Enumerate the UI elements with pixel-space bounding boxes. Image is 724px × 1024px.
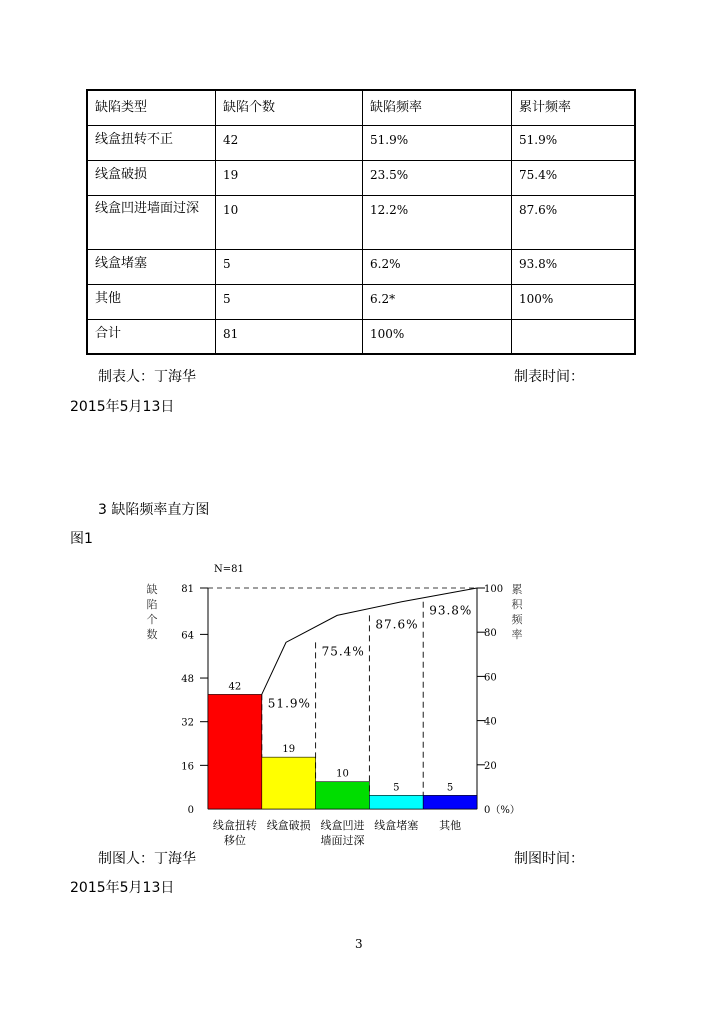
page-number: 3 [355, 937, 363, 951]
chart-date: 2015年5月13日 [70, 880, 175, 896]
category-label: 其他 [439, 819, 462, 832]
right-tick-label: 80 [484, 628, 497, 640]
left-tick-label: 64 [181, 630, 194, 642]
table-cell: 5 [216, 249, 363, 284]
header-cell: 缺陷频率 [363, 90, 512, 125]
bar-value-label: 19 [282, 744, 296, 756]
right-axis-label-char: 累 [511, 583, 523, 596]
cumulative-label: 93.8% [429, 603, 473, 618]
table-cell: 19 [216, 160, 363, 195]
right-tick-label: 20 [484, 760, 497, 772]
cumulative-label: 51.9% [267, 696, 311, 711]
right-tick-label: 100 [484, 584, 504, 595]
table-cell: 23.5% [363, 160, 512, 195]
bar-value-label: 5 [393, 782, 400, 794]
left-tick-label: 16 [181, 761, 194, 773]
table-row [87, 195, 635, 249]
header-cell: 缺陷个数 [216, 90, 363, 125]
table-row [87, 125, 635, 160]
right-tick-label: 60 [484, 672, 497, 684]
right-axis-label-char: 频 [511, 613, 523, 626]
category-label: 线盒堵塞 [374, 819, 419, 832]
table-cell: 6.2% [363, 249, 512, 284]
table-cell: 51.9% [363, 125, 512, 160]
table-row [87, 160, 635, 195]
right-tick-label: 0（%） [484, 805, 520, 816]
category-label: 墙面过深 [320, 834, 365, 847]
header-cell: 缺陷类型 [87, 90, 216, 125]
table-cell: 87.6% [512, 195, 636, 249]
category-label: 线盒破损 [266, 819, 311, 832]
bar-value-label: 5 [446, 782, 454, 794]
defect-table [86, 89, 636, 355]
bar [262, 757, 316, 809]
bar [208, 694, 262, 809]
table-time-label: 制表时间： [514, 369, 584, 385]
chart-maker: 制图人：丁海华 [98, 851, 196, 867]
table-cell: 100% [363, 319, 512, 354]
right-tick-label: 40 [484, 716, 497, 728]
cumulative-label: 75.4% [321, 644, 365, 659]
table-cell: 6.2* [363, 284, 512, 319]
table-cell: 线盒堵塞 [87, 249, 216, 284]
bar [316, 782, 370, 809]
table-cell: 75.4% [512, 160, 636, 195]
bar [423, 795, 477, 809]
table-row [87, 284, 635, 319]
category-label: 移位 [223, 834, 246, 847]
left-tick-label: 81 [181, 584, 194, 595]
table-date: 2015年5月13日 [70, 399, 175, 415]
table-cell: 51.9% [512, 125, 636, 160]
section-title: 3 缺陷频率直方图 [98, 502, 210, 518]
table-maker: 制表人：丁海华 [98, 369, 196, 385]
table-cell: 10 [216, 195, 363, 249]
table-cell: 线盒扭转不正 [87, 125, 216, 160]
n-label: N=81 [214, 564, 244, 575]
table-cell: 12.2% [363, 195, 512, 249]
table-cell [512, 319, 636, 354]
table-row [87, 249, 635, 284]
table-cell: 合计 [87, 319, 216, 354]
table-cell: 93.8% [512, 249, 636, 284]
pareto-chart [130, 558, 560, 853]
right-axis-label-char: 率 [511, 628, 523, 641]
cumulative-label: 87.6% [375, 617, 419, 632]
left-axis-label-char: 陷 [146, 598, 158, 611]
bar-value-label: 42 [228, 681, 242, 693]
left-tick-label: 48 [181, 674, 194, 686]
header-cell: 累计频率 [512, 90, 636, 125]
bar-value-label: 10 [336, 768, 349, 780]
table-cell: 线盒破损 [87, 160, 216, 195]
table-cell: 线盒凹进墙面过深 [87, 195, 216, 249]
table-row [87, 319, 635, 354]
table-cell: 81 [216, 319, 363, 354]
table-cell: 5 [216, 284, 363, 319]
left-axis-label-char: 缺 [146, 583, 158, 596]
category-label: 线盒扭转 [212, 819, 257, 832]
left-axis-label-char: 个 [146, 613, 158, 626]
chart-time-label: 制图时间： [514, 851, 584, 867]
table-header-row [87, 90, 635, 125]
left-axis-label-char: 数 [146, 628, 158, 641]
left-tick-label: 32 [181, 717, 194, 729]
right-axis-label-char: 积 [511, 598, 523, 611]
figure-label: 图1 [70, 531, 93, 547]
category-label: 线盒凹进 [320, 819, 365, 832]
bar [369, 795, 423, 809]
left-tick-label: 0 [187, 805, 194, 816]
table-cell: 100% [512, 284, 636, 319]
table-cell: 42 [216, 125, 363, 160]
table-cell: 其他 [87, 284, 216, 319]
